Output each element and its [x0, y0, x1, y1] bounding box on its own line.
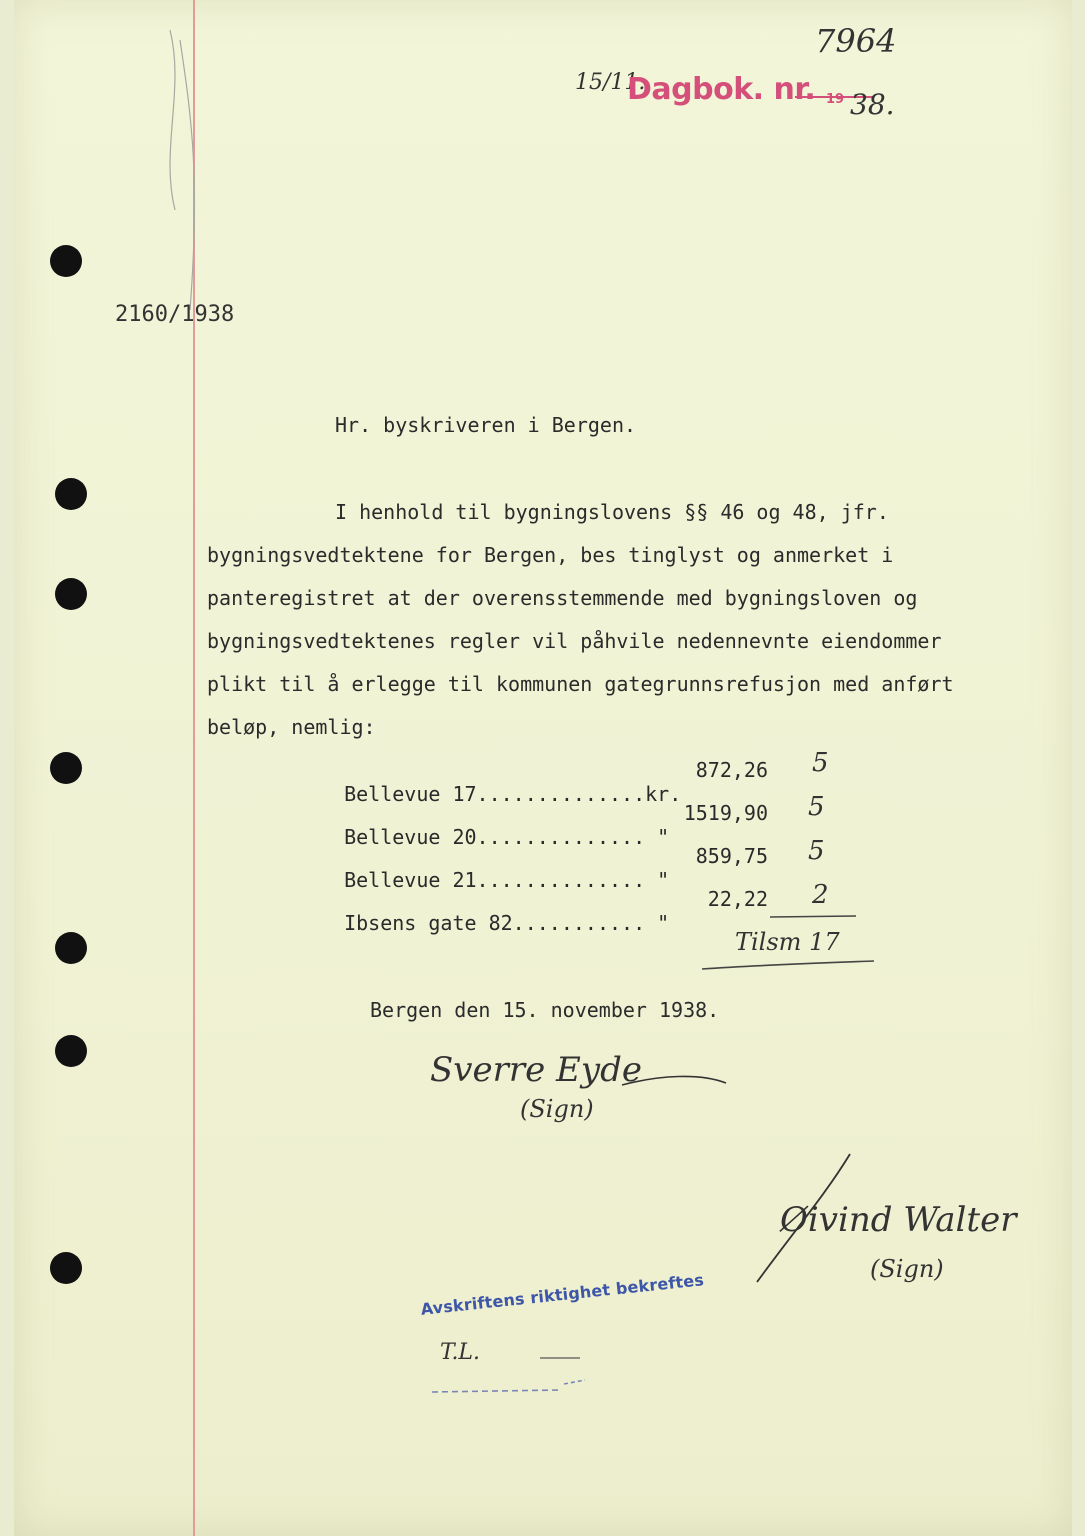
file-reference: 2160/1938: [115, 302, 235, 327]
signature-1-flourish: [620, 1065, 740, 1095]
date-note: 15/11.: [575, 70, 646, 95]
date-line: Bergen den 15. november 1938.: [370, 998, 720, 1022]
punch-hole: [55, 578, 87, 610]
total-note: Tilsm 17: [735, 928, 840, 956]
year-prefix: 19: [826, 92, 845, 107]
total-underline: [700, 955, 880, 975]
property-name: Bellevue 17: [344, 782, 477, 806]
year-handwritten: 38.: [850, 88, 895, 121]
property-amount: 1519,90: [683, 801, 768, 825]
body-line: bygningsvedtektene for Bergen, bes tinglyst og anmerket i: [207, 543, 894, 567]
signature-1-note: (Sign): [520, 1095, 594, 1123]
journal-number: 7964: [815, 22, 897, 60]
punch-hole: [50, 245, 82, 277]
leader-dots: ..............: [476, 868, 646, 892]
leader-dots: ..............: [476, 782, 646, 806]
check-mark: 5: [812, 748, 829, 778]
punch-hole: [55, 1035, 87, 1067]
property-amount: 859,75: [695, 844, 768, 868]
body-line: beløp, nemlig:: [207, 715, 376, 739]
punch-hole: [55, 932, 87, 964]
punch-hole: [50, 752, 82, 784]
property-amount: 22,22: [707, 887, 768, 911]
check-mark: 2: [812, 880, 829, 910]
currency: ": [657, 825, 670, 849]
property-name: Bellevue 20: [344, 825, 477, 849]
punch-hole: [50, 1252, 82, 1284]
currency: kr.: [645, 782, 682, 806]
check-mark: 5: [808, 836, 825, 866]
stamp-marks: [430, 1340, 610, 1400]
punch-hole: [55, 478, 87, 510]
property-row: [320, 801, 669, 849]
body-line: bygningsvedtektenes regler vil påhvile nedennevnte eiendommer: [207, 629, 942, 653]
check-mark: 5: [808, 792, 825, 822]
leader-dots: ..............: [476, 825, 646, 849]
currency: ": [657, 868, 670, 892]
body-line: plikt til å erlegge til kommunen gategrunnsrefusjon med anført: [207, 672, 954, 696]
certification-stamp: Avskriftens riktighet bekreftes: [419, 1270, 705, 1319]
property-row: [320, 887, 669, 935]
property-amount: 872,26: [695, 758, 768, 782]
signature-1: Sverre Eyde: [430, 1050, 642, 1090]
body-line: panteregistret at der overensstemmende med bygningsloven og: [207, 586, 918, 610]
property-row: [320, 758, 681, 806]
dagbok-stamp: Dagbok. nr.: [627, 72, 816, 107]
sum-underline: [770, 913, 860, 921]
signature-2-note: (Sign): [870, 1255, 944, 1283]
property-name: Ibsens gate 82: [344, 911, 513, 935]
pencil-scribble: [130, 10, 330, 340]
currency: ": [657, 911, 670, 935]
recipient-line: Hr. byskriveren i Bergen.: [335, 413, 637, 437]
property-row: [320, 844, 669, 892]
body-line: I henhold til bygningslovens §§ 46 og 48, jfr.: [335, 500, 889, 524]
certification-initials: T.L.: [440, 1340, 481, 1365]
leader-dots: ...........: [512, 911, 646, 935]
signature-2: Øivind Walter: [780, 1200, 1017, 1240]
property-name: Bellevue 21: [344, 868, 477, 892]
